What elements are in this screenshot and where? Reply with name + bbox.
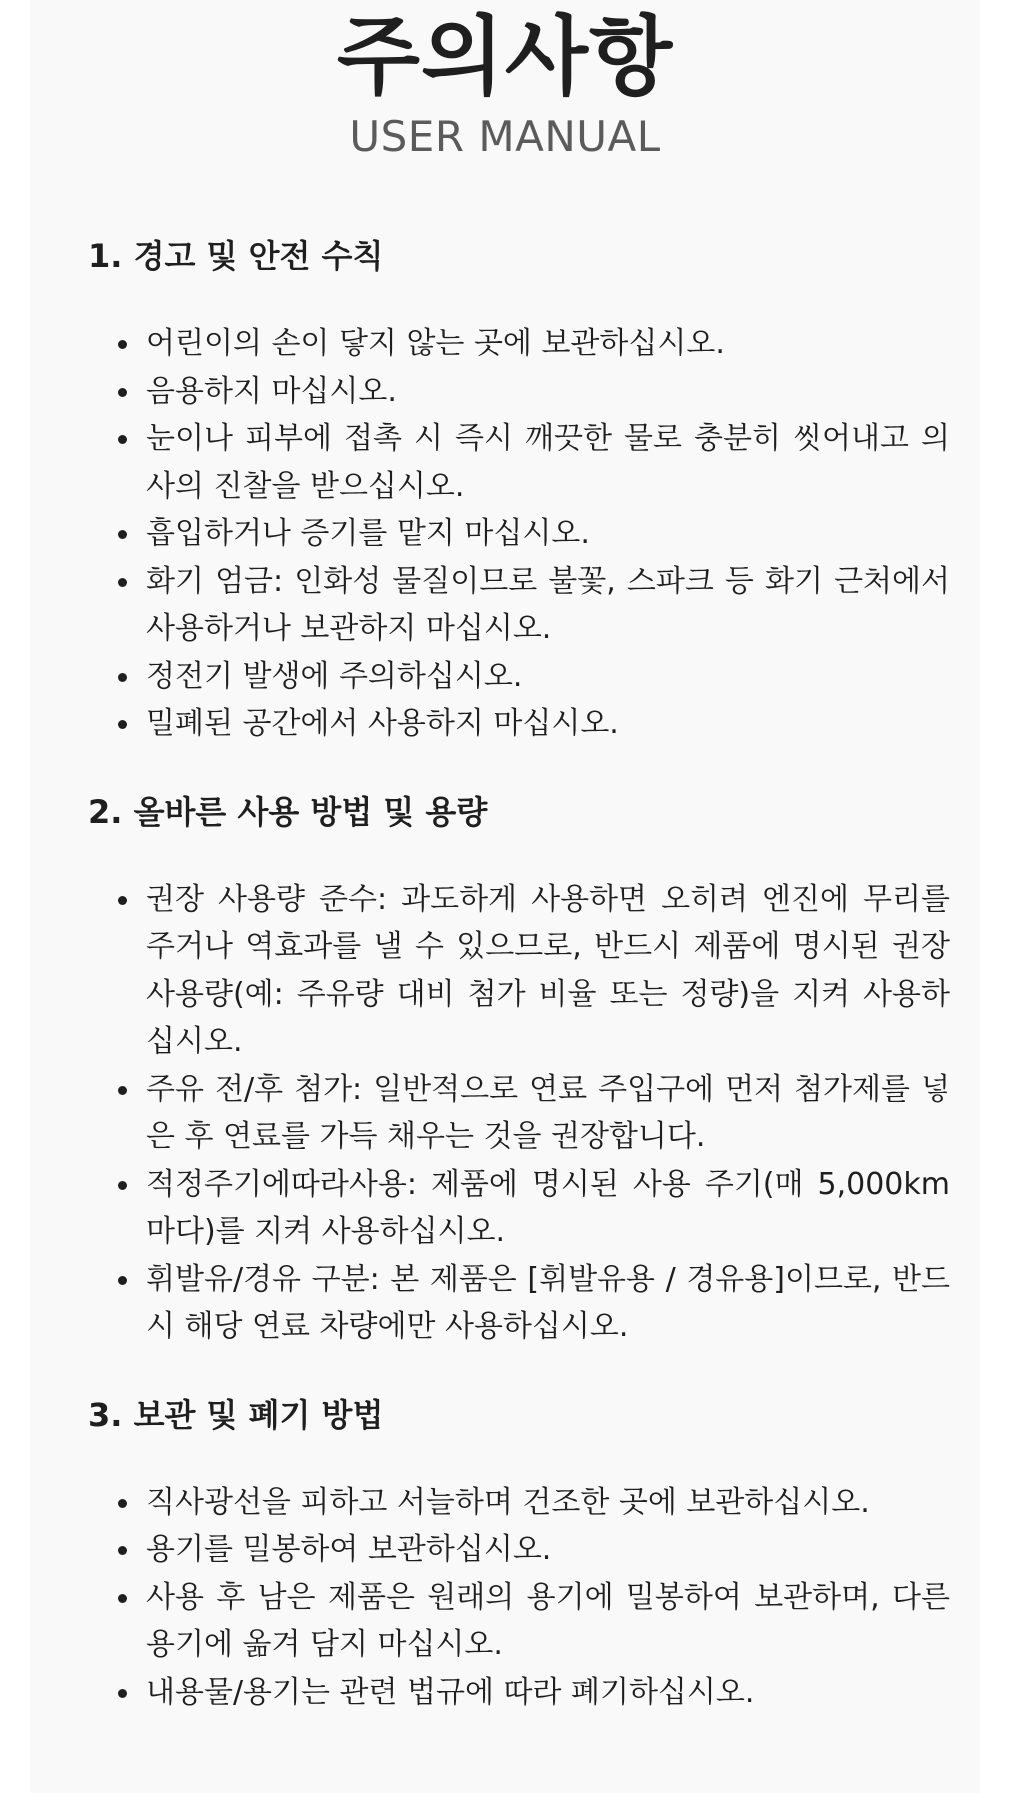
list-item xyxy=(88,700,950,748)
list-item xyxy=(88,320,950,368)
list-item xyxy=(88,510,950,558)
list-item xyxy=(88,1161,950,1256)
list-item xyxy=(88,1669,950,1717)
page-subtitle: USER MANUAL xyxy=(349,112,661,161)
list-item xyxy=(88,1479,950,1527)
page-header xyxy=(30,0,980,161)
bullet-icon xyxy=(118,896,127,905)
item-text: 주유 전/후 첨가: 일반적으로 연료 주입구에 먼저 첨가제를 넣은 후 연료를 가득 채우는 것을 권장합니다. xyxy=(146,1071,950,1154)
list-item xyxy=(88,876,950,1066)
item-text: 눈이나 피부에 접촉 시 즉시 깨끗한 물로 충분히 씻어내고 의사의 진찰을 받으십시오. xyxy=(146,421,950,504)
bullet-icon xyxy=(118,388,127,397)
bullet-icon xyxy=(118,578,127,587)
item-text: 내용물/용기는 관련 법규에 따라 폐기하십시오. xyxy=(146,1674,755,1710)
item-text: 화기 엄금: 인화성 물질이므로 불꽃, 스파크 등 화기 근처에서 사용하거나 보관하지 마십시오. xyxy=(146,563,950,646)
section-storage xyxy=(88,1395,950,1717)
list-item xyxy=(88,558,950,653)
section-warnings xyxy=(88,236,950,748)
list-item xyxy=(88,653,950,701)
item-text: 권장 사용량 준수: 과도하게 사용하면 오히려 엔진에 무리를 주거나 역효과를 낼 수 있으므로, 반드시 제품에 명시된 권장 사용량(예: 주유량 대비 첨가 비율 또는 정량)을 지켜 사용하십시오. xyxy=(146,881,950,1059)
section-title: 1. 경고 및 안전 수칙 xyxy=(88,237,384,275)
section-title: 2. 올바른 사용 방법 및 용량 xyxy=(88,792,488,831)
item-text: 밀폐된 공간에서 사용하지 마십시오. xyxy=(146,706,619,741)
list-item xyxy=(88,368,950,416)
page-title: 주의사항 xyxy=(336,7,674,107)
item-list xyxy=(88,1479,950,1717)
item-list xyxy=(88,320,950,748)
manual-content xyxy=(88,236,950,1760)
item-text: 음용하지 마십시오. xyxy=(146,373,397,409)
item-text: 용기를 밀봉하여 보관하십시오. xyxy=(146,1532,552,1567)
bullet-icon xyxy=(118,1546,127,1555)
list-item xyxy=(88,1256,950,1351)
item-text: 사용 후 남은 제품은 원래의 용기에 밀봉하여 보관하며, 다른 용기에 옮겨 담지 마십시오. xyxy=(146,1579,950,1662)
section-usage xyxy=(88,792,950,1351)
bullet-icon xyxy=(118,1086,127,1095)
item-text: 어린이의 손이 닿지 않는 곳에 보관하십시오. xyxy=(146,326,725,361)
bullet-icon xyxy=(118,1689,127,1698)
list-item xyxy=(88,415,950,510)
item-list xyxy=(88,876,950,1351)
item-text: 정전기 발생에 주의하십시오. xyxy=(146,658,523,694)
list-item xyxy=(88,1066,950,1161)
bullet-icon xyxy=(118,1594,127,1603)
bullet-icon xyxy=(118,720,127,729)
item-text: 직사광선을 피하고 서늘하며 건조한 곳에 보관하십시오. xyxy=(146,1484,870,1520)
item-text: 적정주기에따라사용: 제품에 명시된 사용 주기(매 5,000km마다)를 지켜 사용하십시오. xyxy=(146,1166,950,1249)
section-title: 3. 보관 및 폐기 방법 xyxy=(88,1395,384,1434)
bullet-icon xyxy=(118,1276,127,1285)
bullet-icon xyxy=(118,340,127,349)
bullet-icon xyxy=(118,673,127,682)
item-text: 휘발유/경유 구분: 본 제품은 [휘발유용 / 경유용]이므로, 반드시 해당 연료 차량에만 사용하십시오. xyxy=(146,1261,950,1344)
list-item xyxy=(88,1526,950,1574)
manual-page xyxy=(30,0,980,1793)
bullet-icon xyxy=(118,435,127,444)
bullet-icon xyxy=(118,1181,127,1190)
list-item xyxy=(88,1574,950,1669)
bullet-icon xyxy=(118,1499,127,1508)
bullet-icon xyxy=(118,530,127,539)
item-text: 흡입하거나 증기를 맡지 마십시오. xyxy=(146,516,590,551)
